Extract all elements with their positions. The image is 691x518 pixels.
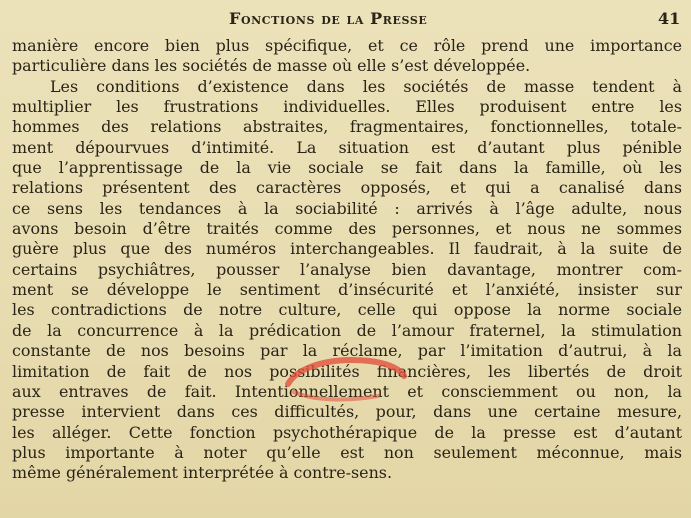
text-line: presse intervient dans ces difficultés, pour, dans une certaine mesure, [12, 402, 682, 422]
running-head: Fonctions de la Presse [229, 9, 428, 28]
text-line: plus importante à noter qu’elle est non seulement méconnue, mais [12, 442, 682, 462]
text-line: que l’apprentissage de la vie sociale se fait dans la famille, où les [12, 158, 682, 178]
text-line: manière encore bien plus spécifique, et ce rôle prend une importance [12, 36, 682, 55]
text-line: constante de nos besoins par la réclame, par l’imitation d’autrui, à la [12, 341, 682, 361]
page-number: 41 [658, 9, 681, 28]
text-line: certains psychiâtres, pousser l’analyse bien davantage, montrer com- [12, 259, 682, 279]
text-line: multiplier les frustrations individuelles. Elles produisent entre les [12, 97, 682, 117]
text-line: guère plus que des numéros interchangeables. Il faudrait, à la suite de [12, 239, 682, 259]
paragraph-first-line: Les conditions d’existence dans les sociétés de masse tendent à [50, 76, 682, 96]
text-line: ment dépourvues d’intimité. La situation est d’autant plus pénible [12, 137, 682, 157]
text-line: même généralement interprétée à contre-sens. [12, 463, 393, 483]
text-line: les contradictions de notre culture, celle qui oppose la norme sociale [12, 300, 682, 320]
text-line: limitation de fait de nos possibilités financières, les libertés de droit [12, 361, 682, 381]
text-line: ment se développe le sentiment d’insécurité et l’anxiété, insister sur [12, 280, 682, 300]
text-line: de la concurrence à la prédication de l’amour fraternel, la stimulation [12, 320, 682, 340]
text-line: aux entraves de fait. Intentionnellement et consciemment ou non, la [12, 381, 682, 401]
body-text [12, 36, 682, 484]
text-line: les alléger. Cette fonction psychothérapique de la presse est d’autant [12, 422, 682, 442]
page-header [0, 9, 691, 31]
text-line: relations présentent des caractères opposés, et qui a canalisé dans [12, 178, 682, 198]
text-line: avons besoin d’être traités comme des personnes, et nous ne sommes [12, 219, 682, 239]
text-line: particulière dans les sociétés de masse où elle s’est développée. [12, 56, 531, 76]
text-line: hommes des relations abstraites, fragmentaires, fonctionnelles, totale- [12, 117, 682, 137]
text-line: ce sens les tendances à la sociabilité : arrivés à l’âge adulte, nous [12, 198, 682, 218]
